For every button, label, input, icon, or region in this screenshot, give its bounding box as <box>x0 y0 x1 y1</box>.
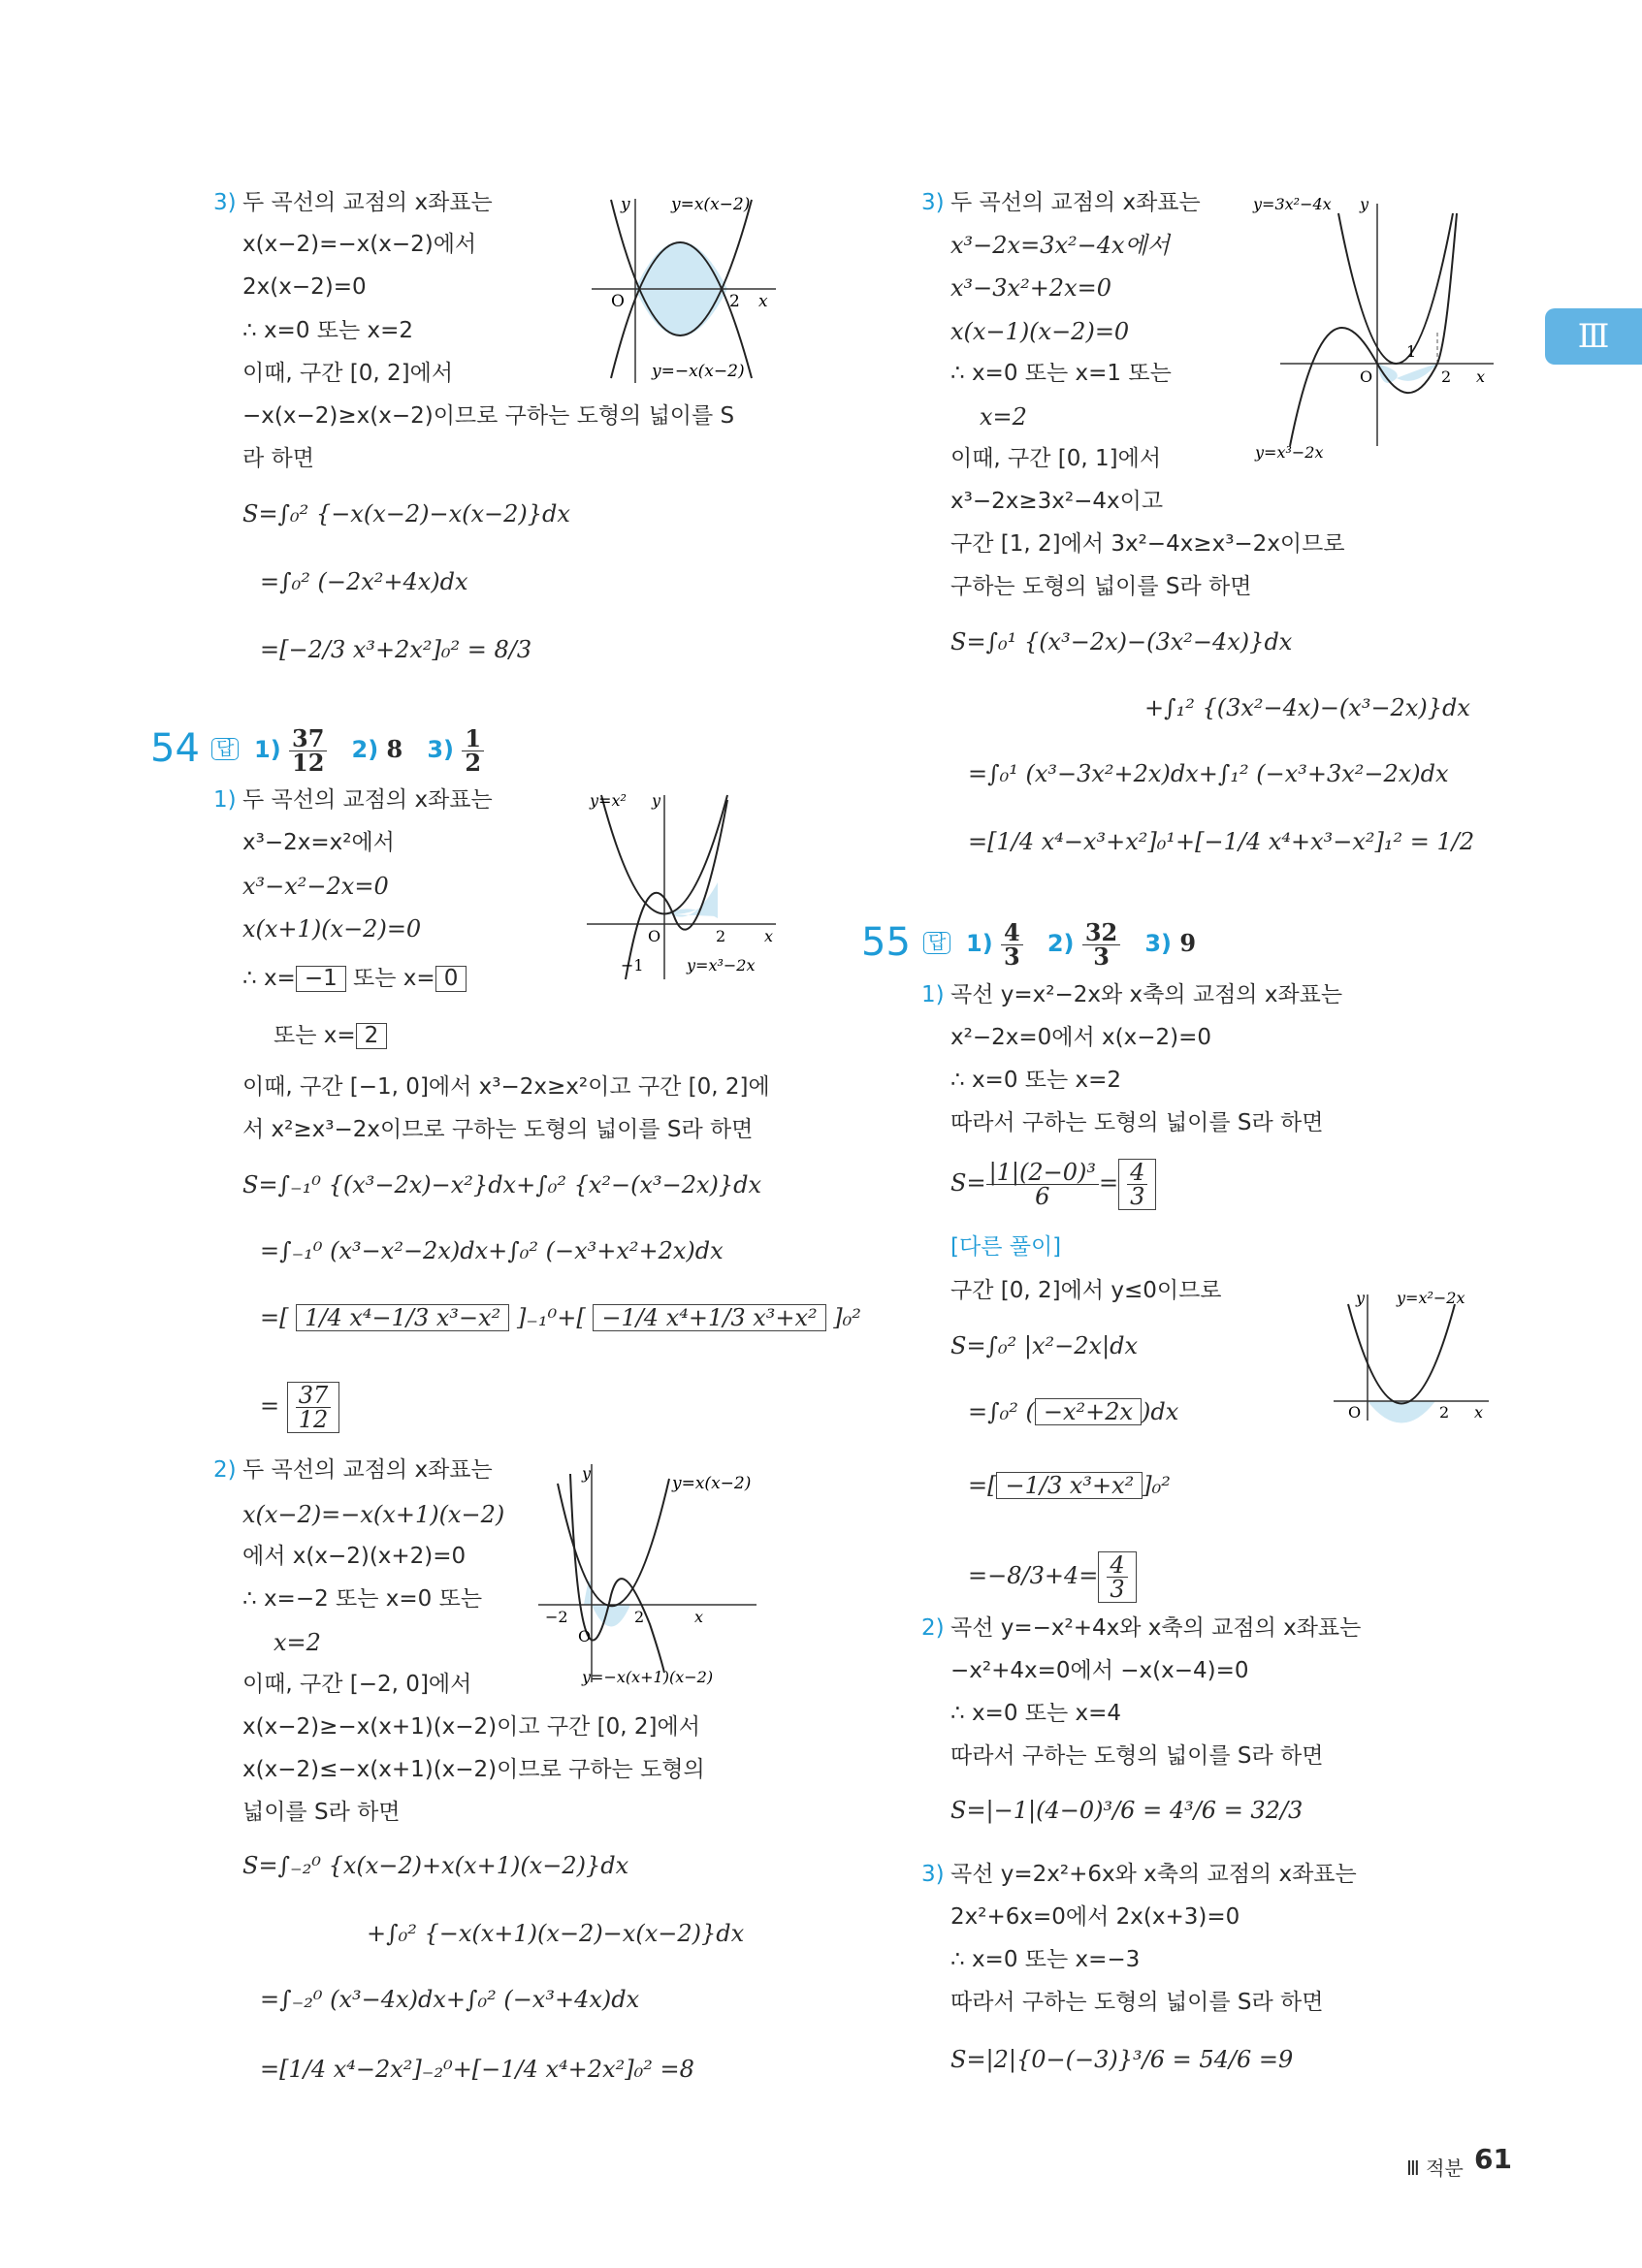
tick-label-2: 2 <box>1441 367 1452 386</box>
left-p3-line: S=∫₀² {−x(x−2)−x(x−2)}dx <box>242 500 570 527</box>
antiderivative-box: −1/3 x³+x² <box>996 1472 1143 1499</box>
right-p3-label: 3) <box>921 190 945 215</box>
q54-p2-line: 두 곡선의 교점의 x좌표는 <box>242 1457 493 1483</box>
tick-label-2: 2 <box>716 927 726 945</box>
q55-p1-line: 따라서 구하는 도형의 넓이를 S라 하면 <box>950 1110 1324 1135</box>
axis-y-label: y <box>1360 195 1369 213</box>
q54-p1-line: x³−2x=x²에서 <box>242 830 395 855</box>
q54-p1-line: 이때, 구간 [−1, 0]에서 x³−2x≥x²이고 구간 [0, 2]에 <box>242 1074 770 1100</box>
axis-y-label: y <box>582 1464 592 1483</box>
q54-p2-line: x(x−2)≤−x(x+1)(x−2)이므로 구하는 도형의 <box>242 1757 705 1782</box>
q54-p1-result: = $\frac{37}{12}$ <box>260 1382 339 1433</box>
right-p3-line: 이때, 구간 [0, 1]에서 <box>950 446 1162 471</box>
q54-p1-label: 1) <box>213 787 237 813</box>
axis-y-label: y <box>1356 1289 1366 1307</box>
curve-label-top: y=3x²−4x <box>1253 195 1332 213</box>
q55-p2-line: ∴ x=0 또는 x=4 <box>950 1701 1122 1726</box>
axis-x-label: x <box>694 1608 704 1626</box>
q55-p2-line: 곡선 y=−x²+4x와 x축의 교점의 x좌표는 <box>950 1615 1362 1641</box>
root-box-2: 0 <box>435 966 467 992</box>
tick-label-1: 1 <box>1406 342 1417 361</box>
q55-p1-formula: S= $\frac{\text{|1|(2−0)³}}{6}$ = $\frac{4}{3}$ <box>950 1159 1156 1210</box>
right-p3-line: 구하는 도형의 넓이를 S라 하면 <box>950 574 1252 599</box>
ans-1-den: 3 <box>1004 942 1020 971</box>
ans-3-den: 2 <box>465 749 482 777</box>
q55-alt-line: S=∫₀² |x²−2x|dx <box>950 1332 1139 1359</box>
left-p3-line: 2x(x−2)=0 <box>242 274 367 300</box>
curve-label-bottom: y=x³−2x <box>687 956 756 974</box>
ans-3-label: 3) <box>427 736 454 763</box>
left-p3-label: 3) <box>213 190 237 215</box>
q54-p1-line: 서 x²≥x³−2x이므로 구하는 도형의 넓이를 S라 하면 <box>242 1117 754 1142</box>
left-p3-graph <box>582 184 795 388</box>
ans-2-den: 3 <box>1093 942 1110 971</box>
q54-p2-line: 에서 x(x−2)(x+2)=0 <box>242 1544 467 1569</box>
origin-label: O <box>648 927 661 945</box>
right-p3-line: 구간 [1, 2]에서 3x²−4x≥x³−2x이므로 <box>950 531 1345 557</box>
left-p3-line: 라 하면 <box>242 446 314 471</box>
axis-y-label: y <box>621 195 630 214</box>
q54-p2-graph <box>533 1450 786 1692</box>
result-num: 4 <box>1107 1553 1127 1578</box>
right-p3-line: x=2 <box>980 403 1027 431</box>
q54-p2-line: ∴ x=−2 또는 x=0 또는 <box>242 1586 483 1612</box>
q55-p3-label: 3) <box>921 1862 945 1887</box>
origin-label: O <box>611 292 625 311</box>
q54-p1-graph <box>582 781 786 984</box>
right-p3-line: ∴ x=0 또는 x=1 또는 <box>950 361 1172 386</box>
q54-p2-line: 이때, 구간 [−2, 0]에서 <box>242 1672 472 1697</box>
q54-p1-line: 두 곡선의 교점의 x좌표는 <box>242 787 493 813</box>
q55-alt-line <box>968 1472 1171 1499</box>
bracket-open: =[ <box>968 1472 997 1499</box>
curve-label-bottom: y=x³−2x <box>1255 443 1324 462</box>
q55-p1-line: ∴ x=0 또는 x=2 <box>950 1068 1122 1093</box>
result-prefix: =−8/3+4= <box>968 1562 1099 1589</box>
q55-p2-line: 따라서 구하는 도형의 넓이를 S라 하면 <box>950 1743 1324 1769</box>
origin-label: O <box>1348 1403 1362 1421</box>
root-box-1: −1 <box>296 966 346 992</box>
q55-p2-label: 2) <box>921 1615 945 1641</box>
ans-2-num: 32 <box>1082 921 1120 945</box>
root-box-3: 2 <box>356 1023 388 1049</box>
roots-prefix: ∴ x= <box>242 966 296 991</box>
ans-3-label: 3) <box>1144 930 1172 957</box>
tick-label-minus2: −2 <box>545 1608 568 1626</box>
q54-p2-line: =[1/4 x⁴−2x²]₋₂⁰+[−1/4 x⁴+2x²]₀² =8 <box>260 2056 694 2083</box>
q54-p1-line: x(x+1)(x−2)=0 <box>242 915 422 942</box>
q55-answers <box>966 918 1197 971</box>
q55-p1-line: 곡선 y=x²−2x와 x축의 교점의 x좌표는 <box>950 982 1343 1007</box>
chapter-tab[interactable]: Ⅲ <box>1545 308 1642 365</box>
q55-alt-line: 구간 [0, 2]에서 y≤0이므로 <box>950 1278 1222 1303</box>
q55-p3-line: 2x²+6x=0에서 2x(x+3)=0 <box>950 1904 1240 1930</box>
question-54-number: 54 <box>150 726 200 771</box>
right-p3-line: +∫₁² {(3x²−4x)−(x³−2x)}dx <box>1144 694 1470 721</box>
integral-suffix: )dx <box>1142 1398 1179 1425</box>
q54-p2-line: =∫₋₂⁰ (x³−4x)dx+∫₀² (−x³+4x)dx <box>260 1986 640 2013</box>
q55-alt-line <box>968 1551 1137 1603</box>
ans-1-num: 4 <box>1001 921 1023 945</box>
q55-p1-line: x²−2x=0에서 x(x−2)=0 <box>950 1025 1211 1050</box>
question-55-number: 55 <box>861 920 911 965</box>
footer-section: Ⅲ 적분 <box>1406 2156 1464 2180</box>
integrand-box: −x²+2x <box>1035 1398 1142 1425</box>
axis-x-label: x <box>1476 367 1486 386</box>
tick-label-minus1: −1 <box>621 956 644 974</box>
answer-badge-label: 답 <box>923 932 950 954</box>
q54-p1-line: S=∫₋₁⁰ {(x³−2x)−x²}dx+∫₀² {x²−(x³−2x)}dx <box>242 1171 762 1198</box>
axis-x-label: x <box>1474 1403 1484 1421</box>
q54-p1-line: =∫₋₁⁰ (x³−x²−2x)dx+∫₀² (−x³+x²+2x)dx <box>260 1237 724 1264</box>
q55-p1-graph <box>1329 1280 1503 1425</box>
left-p3-line: x(x−2)=−x(x−2)에서 <box>242 232 477 257</box>
left-p3-line: =[−2/3 x³+2x²]₀² = 8/3 <box>260 636 532 663</box>
antiderivative-box-2: −1/4 x⁴+1/3 x³+x² <box>593 1304 825 1331</box>
right-p3-line: x³−2x≥3x²−4x이고 <box>950 489 1164 514</box>
q54-answers <box>254 724 484 777</box>
right-p3-line: 두 곡선의 교점의 x좌표는 <box>950 190 1201 215</box>
ans-1-num: 37 <box>289 727 327 751</box>
left-p3-line: −x(x−2)≥x(x−2)이므로 구하는 도형의 넓이를 S <box>242 403 735 429</box>
roots-or: 또는 x= <box>353 966 435 991</box>
right-p3-line: =[1/4 x⁴−x³+x²]₀¹+[−1/4 x⁴+x³−x²]₁² = 1/2 <box>968 828 1475 855</box>
q55-p2-line: −x²+4x=0에서 −x(x−4)=0 <box>950 1658 1249 1683</box>
q54-p1-brackets: =[ 1/4 x⁴−1/3 x³−x² ]₋₁⁰+[ −1/4 x⁴+1/3 x³+x² ]₀² <box>260 1304 861 1331</box>
q55-p2-line: S=|−1|(4−0)³/6 = 4³/6 = 32/3 <box>950 1797 1304 1824</box>
q54-p2-line: x(x−2)=−x(x+1)(x−2) <box>242 1501 505 1528</box>
ans-2-label: 2) <box>351 736 379 763</box>
q54-p2-line: x(x−2)≥−x(x+1)(x−2)이고 구간 [0, 2]에서 <box>242 1714 700 1740</box>
q55-p3-line: S=|2|{0−(−3)}³/6 = 54/6 =9 <box>950 2046 1294 2073</box>
bracket-close: ]₀² <box>1143 1472 1171 1499</box>
q55-p1-label: 1) <box>921 982 945 1007</box>
ans-3-value: 9 <box>1179 929 1197 957</box>
answer-badge <box>923 929 950 954</box>
curve-label-top: y=x(x−2) <box>671 195 751 214</box>
tick-label-2: 2 <box>634 1608 645 1626</box>
result-num: 4 <box>1127 1161 1147 1185</box>
formula-num: |1|(2−0)³ <box>986 1161 1099 1185</box>
curve-label: y=x²−2x <box>1397 1289 1465 1307</box>
left-p3-line: 이때, 구간 [0, 2]에서 <box>242 361 454 386</box>
roots-or: 또는 x= <box>274 1023 356 1048</box>
left-p3-line: 두 곡선의 교점의 x좌표는 <box>242 190 493 215</box>
q54-p2-line: S=∫₋₂⁰ {x(x−2)+x(x+1)(x−2)}dx <box>242 1852 629 1879</box>
axis-x-label: x <box>764 927 774 945</box>
ans-2-value: 8 <box>386 735 403 763</box>
q54-p1-roots2 <box>274 1023 387 1049</box>
q55-p3-line: ∴ x=0 또는 x=−3 <box>950 1947 1141 1972</box>
axis-y-label: y <box>652 791 661 810</box>
q54-p2-line: +∫₀² {−x(x+1)(x−2)−x(x−2)}dx <box>367 1920 745 1947</box>
s-equals: S= <box>950 1169 986 1197</box>
q55-p3-line: 곡선 y=2x²+6x와 x축의 교점의 x좌표는 <box>950 1862 1357 1887</box>
integral-prefix: =∫₀² ( <box>968 1398 1035 1425</box>
right-p3-line: =∫₀¹ (x³−3x²+2x)dx+∫₁² (−x³+3x²−2x)dx <box>968 760 1449 787</box>
q54-p2-label: 2) <box>213 1457 237 1483</box>
result-den: 3 <box>1130 1183 1145 1210</box>
right-p3-line: x(x−1)(x−2)=0 <box>950 318 1130 345</box>
curve-label-bottom: y=−x(x−2) <box>652 362 745 381</box>
right-p3-line: x³−3x²+2x=0 <box>950 274 1111 302</box>
left-p3-line: =∫₀² (−2x²+4x)dx <box>260 568 468 595</box>
q54-p1-line: x³−x²−2x=0 <box>242 873 389 900</box>
ans-1-label: 1) <box>254 736 281 763</box>
curve-label-top: y=x(x−2) <box>672 1474 752 1493</box>
alt-solution-heading: [다른 풀이] <box>950 1234 1062 1260</box>
left-p3-line: ∴ x=0 또는 x=2 <box>242 318 414 343</box>
q55-alt-line <box>968 1398 1178 1425</box>
q54-p2-line: x=2 <box>274 1629 321 1656</box>
formula-den: 6 <box>1035 1183 1050 1210</box>
curve-label-bottom: y=−x(x+1)(x−2) <box>582 1668 714 1686</box>
q55-p3-line: 따라서 구하는 도형의 넓이를 S라 하면 <box>950 1990 1324 2015</box>
page-number: 61 <box>1474 2143 1512 2175</box>
ans-3-num: 1 <box>462 727 484 751</box>
result-num: 37 <box>296 1384 332 1408</box>
antiderivative-box-1: 1/4 x⁴−1/3 x³−x² <box>296 1304 509 1331</box>
right-p3-graph <box>1251 184 1503 465</box>
result-den: 12 <box>298 1406 329 1433</box>
q54-p1-roots <box>242 966 467 992</box>
result-den: 3 <box>1110 1576 1125 1603</box>
answer-badge-label: 답 <box>211 738 239 760</box>
origin-label: O <box>1360 367 1373 386</box>
q54-p2-line: 넓이를 S라 하면 <box>242 1800 401 1825</box>
origin-label: O <box>578 1627 592 1645</box>
curve-label-top: y=x² <box>590 791 627 810</box>
ans-2-label: 2) <box>1046 930 1075 957</box>
axis-x-label: x <box>758 292 768 311</box>
tick-label-2: 2 <box>729 292 740 311</box>
ans-1-den: 12 <box>292 749 325 777</box>
tick-label-2: 2 <box>1439 1403 1450 1421</box>
right-p3-line: S=∫₀¹ {(x³−2x)−(3x²−4x)}dx <box>950 628 1293 655</box>
right-p3-line: x³−2x=3x²−4x에서 <box>950 232 1170 259</box>
answer-badge <box>211 735 239 760</box>
ans-1-label: 1) <box>966 930 993 957</box>
